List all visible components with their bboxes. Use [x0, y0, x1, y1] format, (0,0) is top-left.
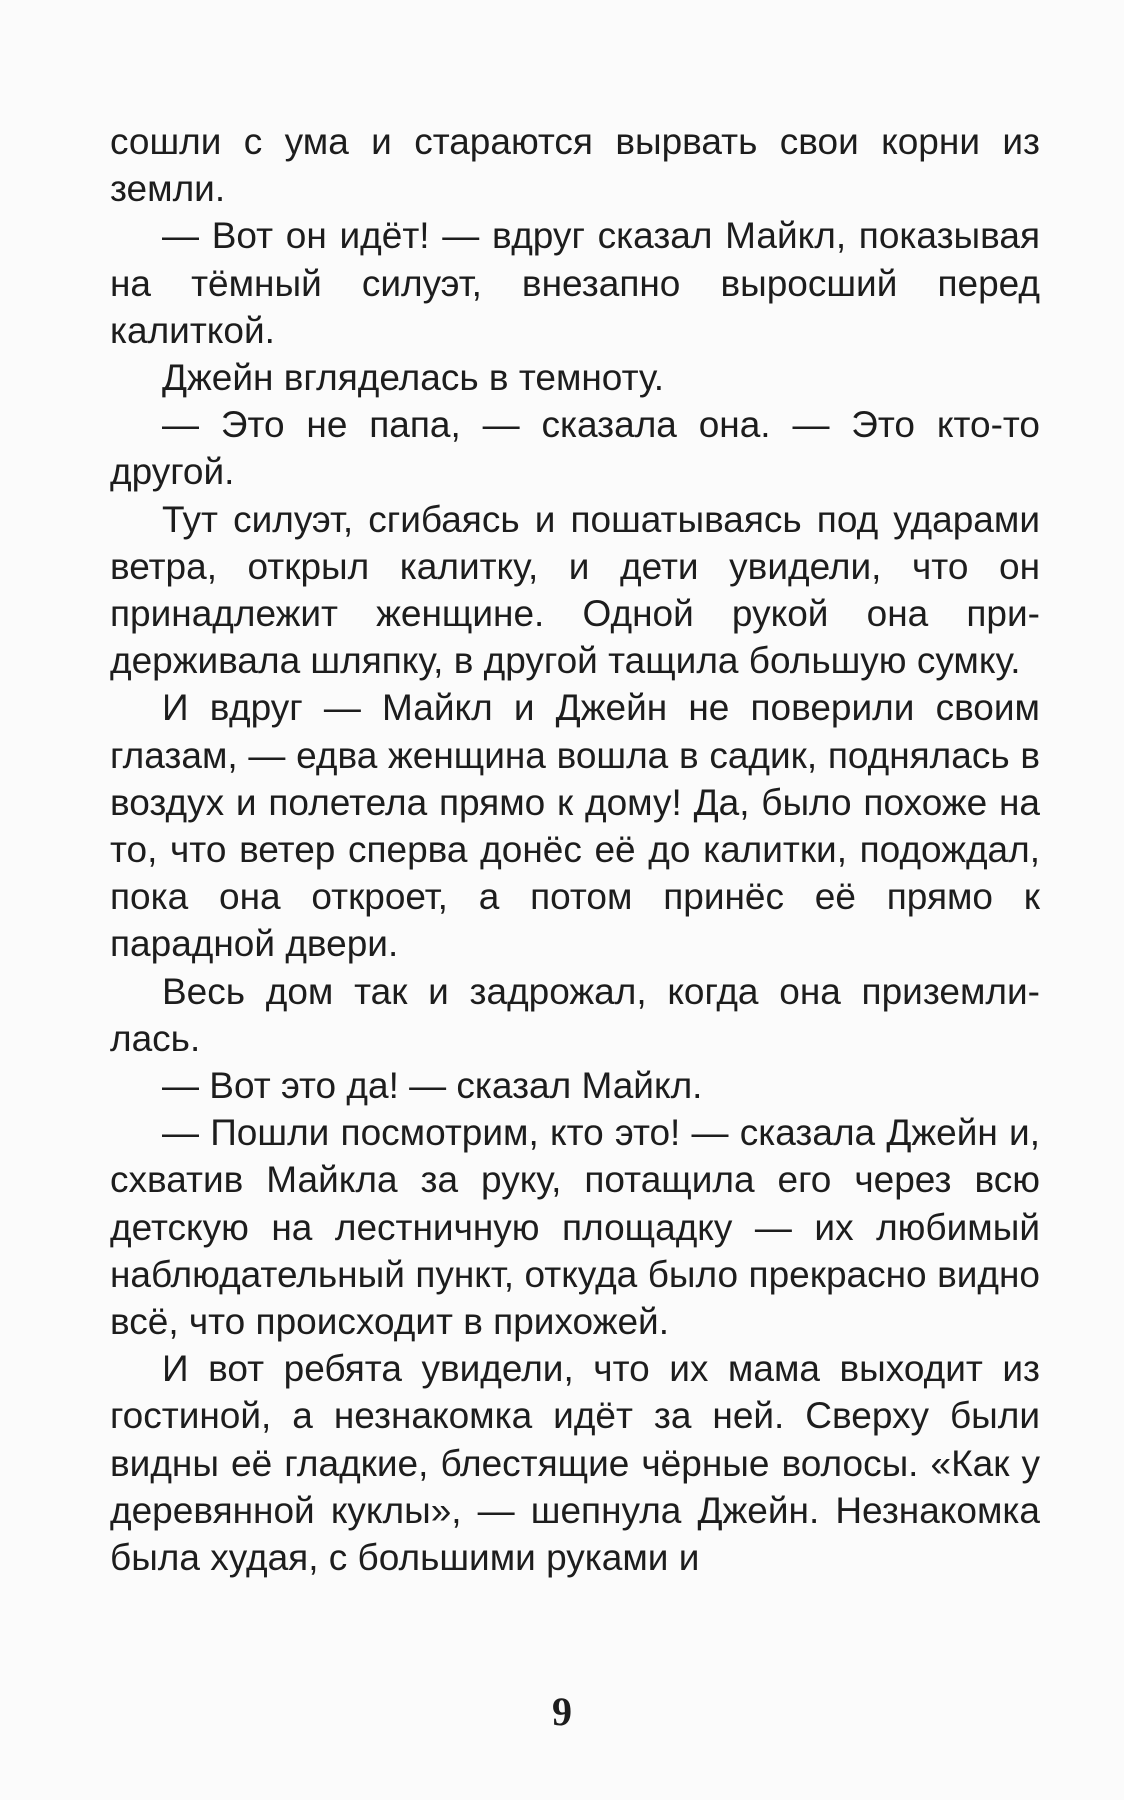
paragraph-8: — Вот это да! — сказал Майкл.	[162, 1065, 703, 1107]
paragraph-2: — Вот он идёт! — вдруг сказал Майкл, показывая на тёмный силуэт, внезапно выросший перед калиткой.	[110, 215, 1040, 351]
paragraph-7: Весь дом так и задрожал, когда она приземлилась.	[110, 970, 1040, 1059]
paragraph-1: сошли с ума и стараются вырвать свои корни из земли.	[110, 121, 1040, 210]
body-text	[110, 118, 1040, 1581]
paragraph-10: И вот ребята увидели, что их мама выходит из гостиной, а незнакомка идёт за ней. Сверху были видны её гладкие, блестящие чёрные волосы. «Как у деревянной куклы», — шепнула Джейн. Незнакомка была худая, с большими руками и	[110, 1348, 1040, 1579]
page-number: 9	[552, 1689, 572, 1734]
paragraph-9: — Пошли посмотрим, кто это! — сказала Джейн и, схватив Майкла за руку, потащила его через всю детскую на лестничную площадку — их любимый наблюдательный пункт, откуда было прекрасно видно всё, что происходит в прихожей.	[110, 1112, 1040, 1343]
paragraph-6: И вдруг — Майкл и Джейн не поверили своим глазам, — едва женщина вошла в садик, поднялась в воздух и полетела прямо к дому! Да, было похоже на то, что ветер сперва донёс её до калитки, подождал, пока она откроет, а потом принёс её прямо к парадной двери.	[110, 687, 1040, 965]
paragraph-5: Тут силуэт, сгибаясь и пошатываясь под ударами ветра, открыл калитку, и дети увидели, что он принадлежит женщине. Одной рукой она придерживала шляпку, в другой тащила большую сумку.	[110, 498, 1040, 682]
paragraph-3: Джейн вгляделась в темноту.	[162, 357, 665, 399]
paragraph-4: — Это не папа, — сказала она. — Это кто-то другой.	[110, 404, 1040, 493]
